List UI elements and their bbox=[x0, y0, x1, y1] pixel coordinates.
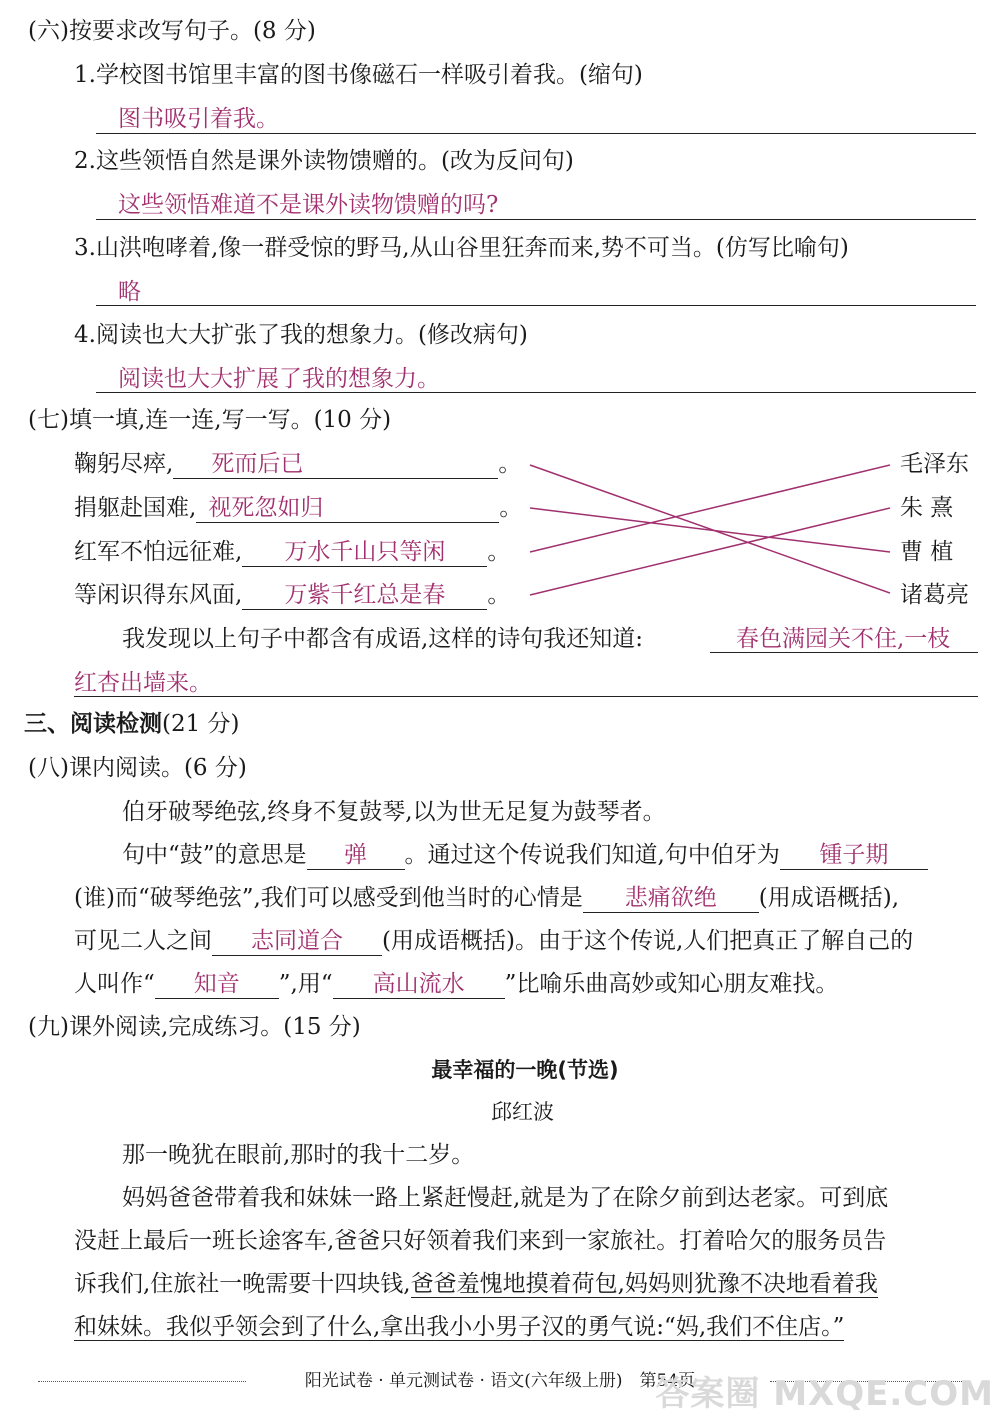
footer: 阳光试卷 · 单元测试卷 · 语文(六年级上册) 第54页 bbox=[304, 1371, 696, 1391]
article-author: 邱红波 bbox=[491, 1100, 554, 1124]
sec8-line-3-b: (用成语概括)。由于这个传说,人们把真正了解自己的 bbox=[382, 928, 914, 954]
find-line-1 bbox=[710, 652, 978, 653]
blank-person-text: 锺子期 bbox=[819, 842, 889, 868]
paragraph-1: 那一晚犹在眼前,那时的我十二岁。 bbox=[122, 1142, 475, 1168]
section-3-title: 三、阅读检测 bbox=[24, 711, 162, 737]
sec8-line-3-a: 可见二人之间 bbox=[74, 928, 212, 954]
section-6-heading: (六)按要求改写句子。(8 分) bbox=[28, 18, 316, 44]
match-line-3 bbox=[530, 465, 890, 552]
poet-name-1: 毛泽东 bbox=[900, 451, 969, 477]
match-line-1 bbox=[530, 465, 890, 593]
blank-gu-meaning-text: 弹 bbox=[344, 842, 368, 868]
match-line-2 bbox=[530, 508, 890, 552]
blank-gu-meaning bbox=[307, 841, 405, 870]
article-title: 最幸福的一晚(节选) bbox=[431, 1058, 619, 1082]
section-7-heading: (七)填一填,连一连,写一写。(10 分) bbox=[28, 407, 392, 433]
section-9-heading: (九)课外阅读,完成练习。(15 分) bbox=[28, 1014, 361, 1040]
fill-row-3-prefix: 红军不怕远征难, bbox=[74, 539, 243, 565]
sec8-line-2-a: (谁)而“破琴绝弦”,我们可以感受到他当时的心情是 bbox=[74, 885, 583, 911]
paragraph-2-line-2: 没赶上最后一班长途客车,爸爸只好领着我们来到一家旅社。打着哈欠的服务员告 bbox=[74, 1228, 887, 1254]
poet-name-3: 曹 植 bbox=[900, 539, 954, 565]
section-8-heading: (八)课内阅读。(6 分) bbox=[28, 755, 247, 781]
blank-zhiyin bbox=[155, 970, 279, 999]
blank-relation bbox=[212, 927, 382, 956]
question-4: 4.阅读也大大扩张了我的想象力。(修改病句) bbox=[74, 322, 528, 348]
sec8-line-1 bbox=[122, 840, 928, 870]
sec8-line-2 bbox=[74, 883, 899, 913]
answer-2: 这些领悟难道不是课外读物馈赠的吗? bbox=[118, 192, 499, 218]
section-3-score: (21 分) bbox=[162, 711, 240, 737]
answer-4: 阅读也大大扩展了我的想象力。 bbox=[118, 366, 440, 392]
answer-1: 图书吸引着我。 bbox=[118, 106, 279, 132]
fill-row-2-answer-text: 视死忽如归 bbox=[208, 495, 324, 521]
sec8-line-1-b: 。通过这个传说我们知道,句中伯牙为 bbox=[404, 842, 780, 868]
find-answer-1: 春色满园关不住,一枝 bbox=[736, 626, 951, 652]
fill-row-1-prefix: 鞠躬尽瘁, bbox=[74, 451, 174, 477]
find-answer-2: 红杏出墙来。 bbox=[74, 670, 212, 696]
sec8-line-1-a: 句中“鼓”的意思是 bbox=[122, 842, 307, 868]
fill-row-2-suffix: 。 bbox=[499, 495, 523, 521]
blank-music bbox=[333, 970, 505, 999]
section-3-heading bbox=[24, 709, 240, 739]
fill-row-3-suffix: 。 bbox=[487, 539, 511, 565]
paragraph-2-line-3-a: 诉我们,住旅社一晚需要十四块钱, bbox=[74, 1271, 411, 1297]
blank-mood bbox=[583, 884, 759, 913]
find-line-2 bbox=[74, 696, 978, 697]
fill-row-4-suffix: 。 bbox=[487, 582, 511, 608]
sec8-line-4-b: ”,用“ bbox=[278, 971, 333, 997]
blank-zhiyin-text: 知音 bbox=[193, 971, 240, 997]
question-2: 2.这些领悟自然是课外读物馈赠的。(改为反问句) bbox=[74, 148, 574, 174]
poet-name-4: 诸葛亮 bbox=[900, 582, 969, 608]
blank-music-text: 高山流水 bbox=[372, 971, 465, 997]
sec8-line-2-b: (用成语概括), bbox=[758, 885, 900, 911]
answer-3: 略 bbox=[118, 279, 141, 305]
poet-name-2: 朱 熹 bbox=[900, 495, 954, 521]
match-line-4 bbox=[530, 508, 890, 595]
underlined-sentence-part-2: 和妹妹。我似乎领会到了什么,拿出我小小男子汉的勇气说:“妈,我们不住店。” bbox=[74, 1314, 845, 1340]
underlined-sentence-part-1: 爸爸羞愧地摸着荷包,妈妈则犹豫不决地看着我 bbox=[410, 1271, 878, 1297]
paragraph-2-line-3 bbox=[74, 1269, 878, 1299]
blank-mood-text: 悲痛欲绝 bbox=[624, 885, 717, 911]
watermark-logo: 答案圈 MXQE.COM bbox=[655, 1374, 994, 1414]
sec8-line-4-c: ”比喻乐曲高妙或知心朋友难找。 bbox=[504, 971, 839, 997]
fill-row-4-answer-text: 万紫千红总是春 bbox=[284, 582, 446, 608]
fill-row-3-answer-text: 万水千山只等闲 bbox=[284, 539, 446, 565]
sec8-line-4 bbox=[74, 969, 838, 999]
sec8-line-4-a: 人叫作“ bbox=[74, 971, 155, 997]
fill-row-1-suffix: 。 bbox=[498, 451, 522, 477]
blank-relation-text: 志同道合 bbox=[251, 928, 343, 954]
fill-row-2-prefix: 捐躯赴国难, bbox=[74, 495, 197, 521]
question-1: 1.学校图书馆里丰富的图书像磁石一样吸引着我。(缩句) bbox=[74, 62, 643, 88]
sec8-line-3 bbox=[74, 926, 913, 956]
fill-row-4-prefix: 等闲识得东风面, bbox=[74, 582, 243, 608]
paragraph-2-line-4 bbox=[74, 1312, 844, 1342]
find-text: 我发现以上句子中都含有成语,这样的诗句我还知道: bbox=[122, 626, 644, 652]
classical-quote: 伯牙破琴绝弦,终身不复鼓琴,以为世无足复为鼓琴者。 bbox=[122, 799, 666, 825]
paragraph-2-line-1: 妈妈爸爸带着我和妹妹一路上紧赶慢赶,就是为了在除夕前到达老家。可到底 bbox=[122, 1185, 889, 1211]
blank-person bbox=[780, 841, 928, 870]
question-3: 3.山洪咆哮着,像一群受惊的野马,从山谷里狂奔而来,势不可当。(仿写比喻句) bbox=[74, 235, 849, 261]
fill-row-1-answer-text: 死而后已 bbox=[211, 451, 304, 477]
